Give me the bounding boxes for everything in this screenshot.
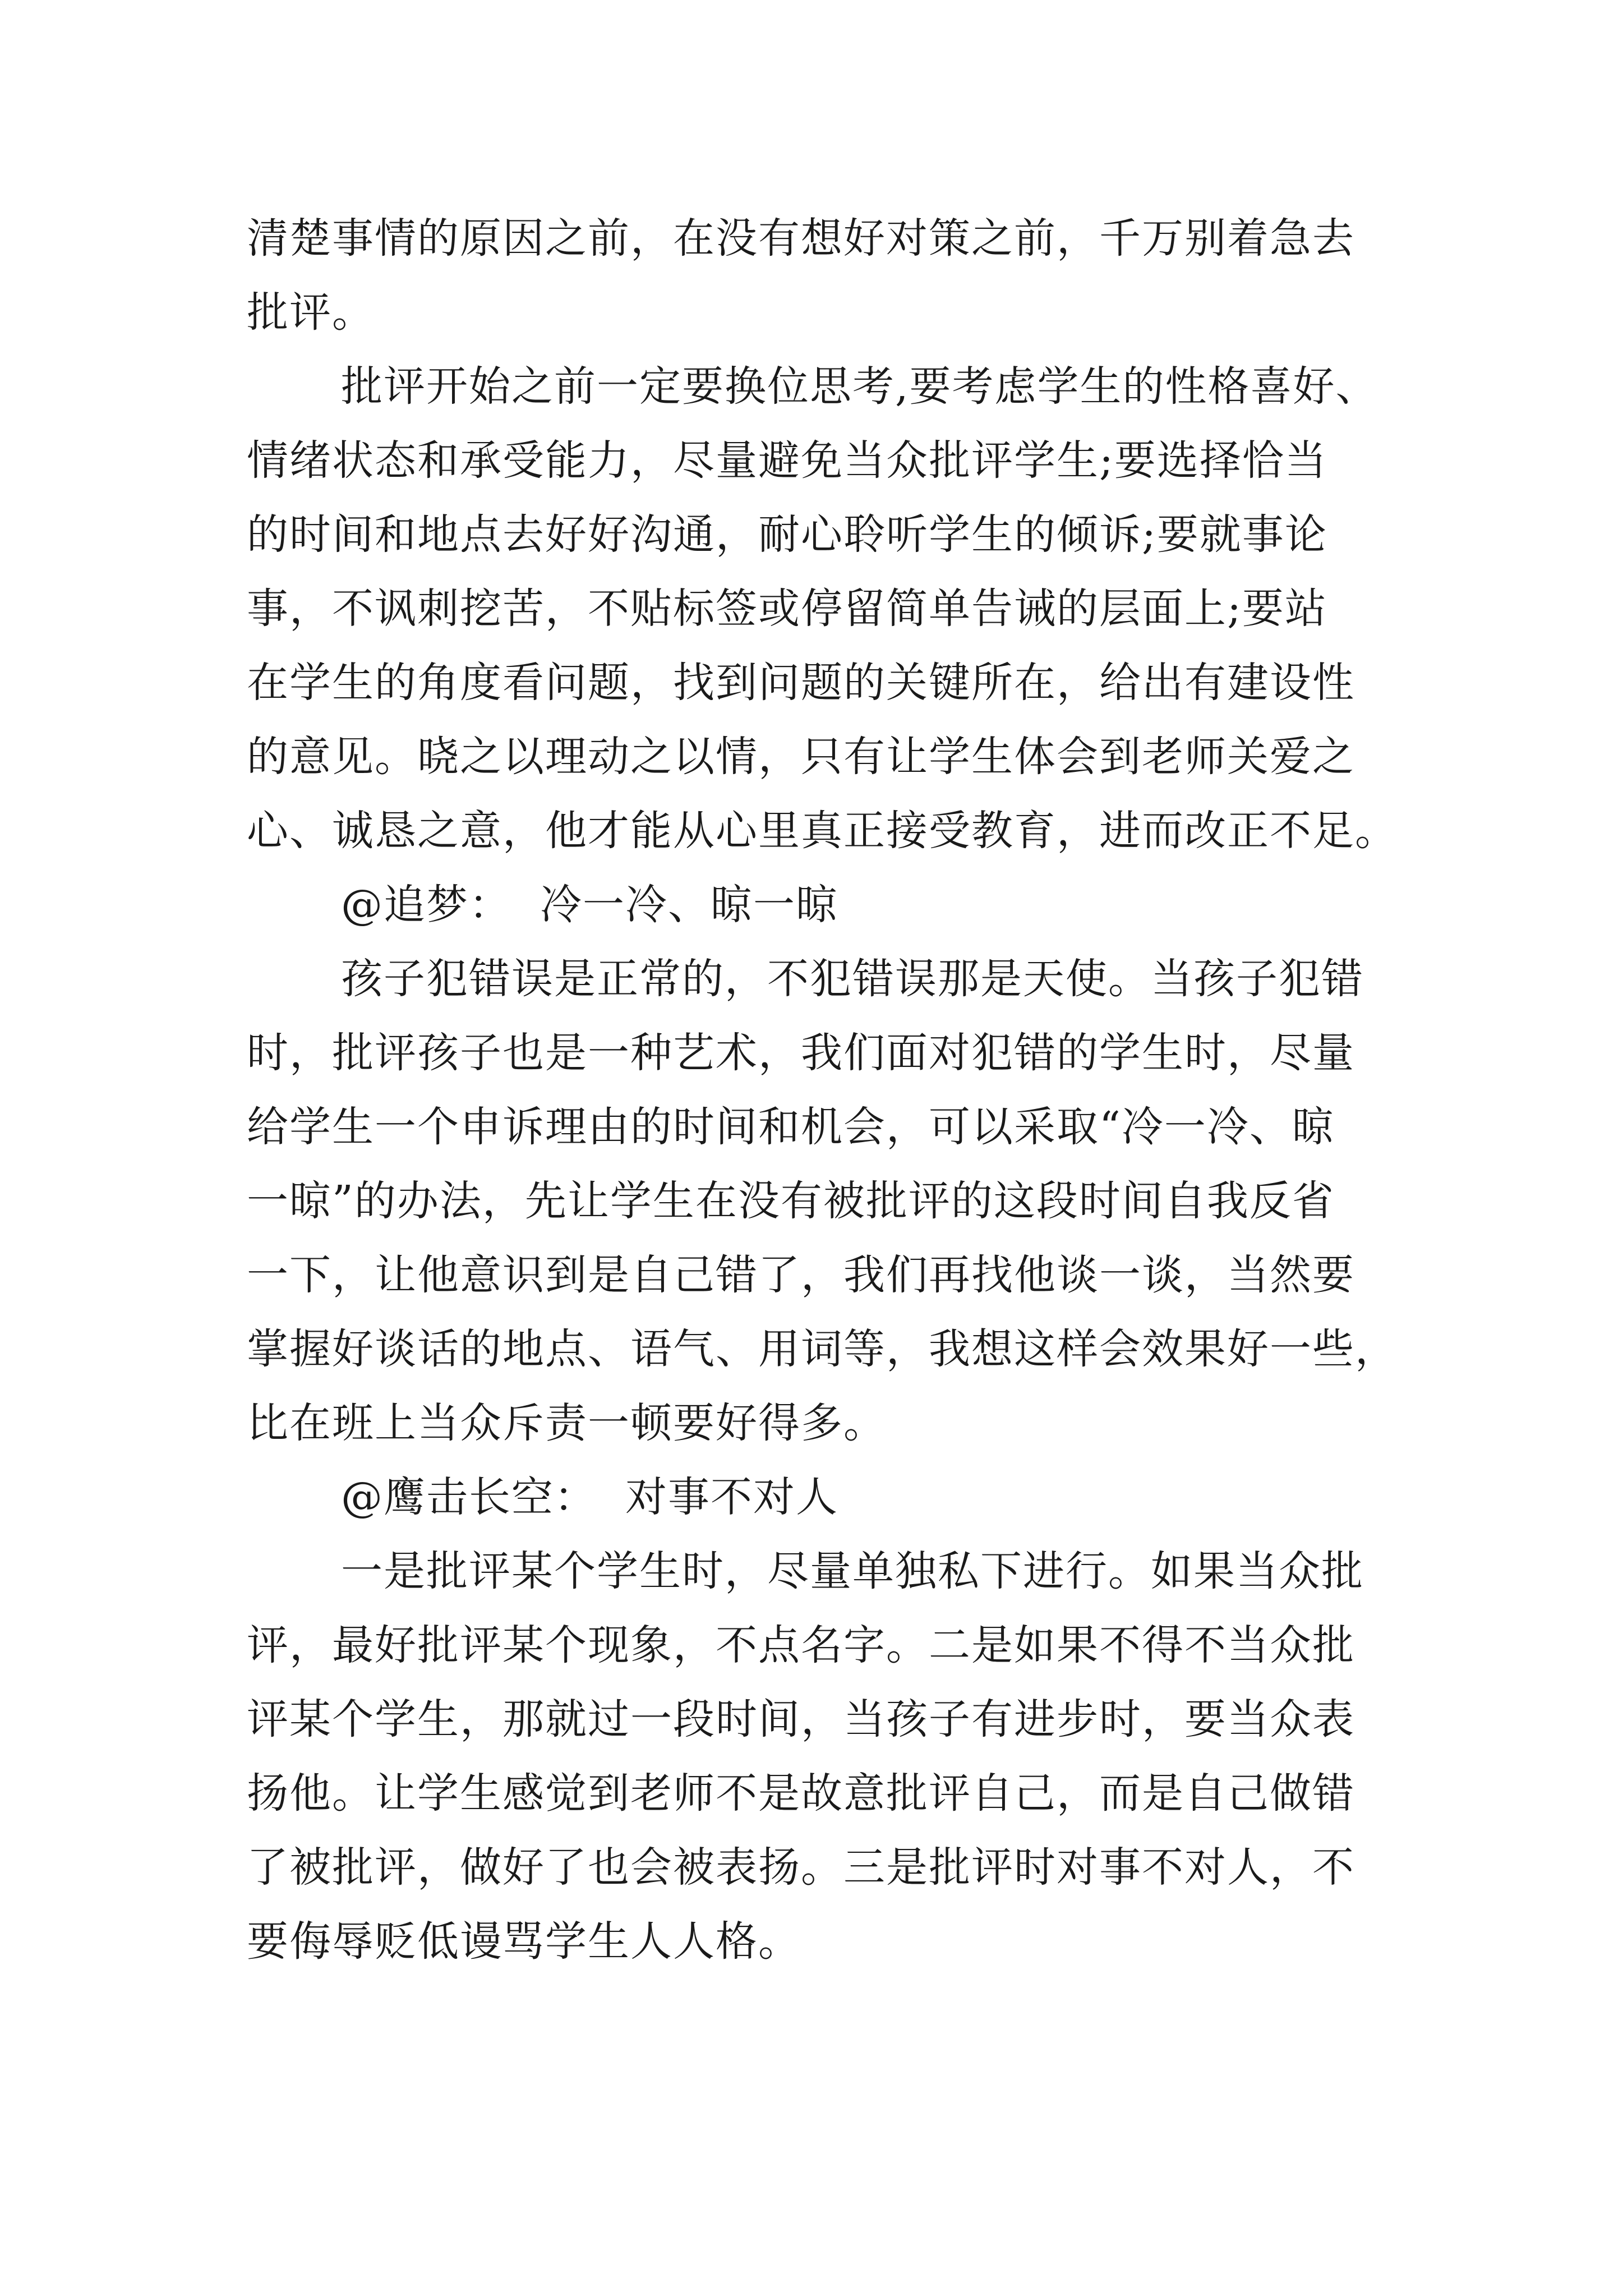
text-line: 事，不讽刺挖苦，不贴标签或停留简单告诫的层面上;要站 [247,585,1327,633]
text-line: 的时间和地点去好好沟通，耐心聆听学生的倾诉;要就事论 [247,510,1327,559]
text-line: 扬他。让学生感觉到老师不是故意批评自己，而是自己做错 [247,1769,1355,1818]
text-line: 批评开始之前一定要换位思考,要考虑学生的性格喜好、 [341,362,1378,411]
text-line: 比在班上当众斥责一顿要好得多。 [247,1399,886,1447]
text-line: 心、诚恳之意，他才能从心里真正接受教育，进而改正不足。 [247,807,1398,855]
text-line: 要侮辱贬低谩骂学生人人格。 [247,1917,801,1966]
text-line: 批评。 [247,288,375,337]
section-heading: @追梦： 冷一冷、晾一晾 [341,881,839,929]
text-line: 一是批评某个学生时，尽量单独私下进行。如果当众批 [341,1547,1364,1595]
text-line: 时，批评孩子也是一种艺术，我们面对犯错的学生时，尽量 [247,1029,1355,1077]
text-line: 一下，让他意识到是自己错了，我们再找他谈一谈，当然要 [247,1251,1355,1299]
text-line: 的意见。晓之以理动之以情，只有让学生体会到老师关爱之 [247,733,1355,781]
text-line: 了被批评，做好了也会被表扬。三是批评时对事不对人，不 [247,1843,1355,1892]
text-line: 评某个学生，那就过一段时间，当孩子有进步时，要当众表 [247,1695,1355,1743]
section-heading: @鹰击长空： 对事不对人 [341,1473,839,1521]
text-line: 情绪状态和承受能力，尽量避免当众批评学生;要选择恰当 [247,436,1327,485]
text-line: 评，最好批评某个现象，不点名字。二是如果不得不当众批 [247,1621,1355,1669]
text-line: 一晾”的办法，先让学生在没有被批评的这段时间自我反省 [247,1177,1335,1225]
text-line: 孩子犯错误是正常的，不犯错误那是天使。当孩子犯错 [341,955,1364,1003]
text-line: 清楚事情的原因之前，在没有想好对策之前，千万别着急去 [247,214,1355,263]
text-line: 给学生一个申诉理由的时间和机会，可以采取“冷一冷、晾 [247,1103,1335,1151]
text-line: 掌握好谈话的地点、语气、用词等，我想这样会效果好一些， [247,1325,1398,1373]
text-line: 在学生的角度看问题，找到问题的关键所在，给出有建设性 [247,659,1355,707]
